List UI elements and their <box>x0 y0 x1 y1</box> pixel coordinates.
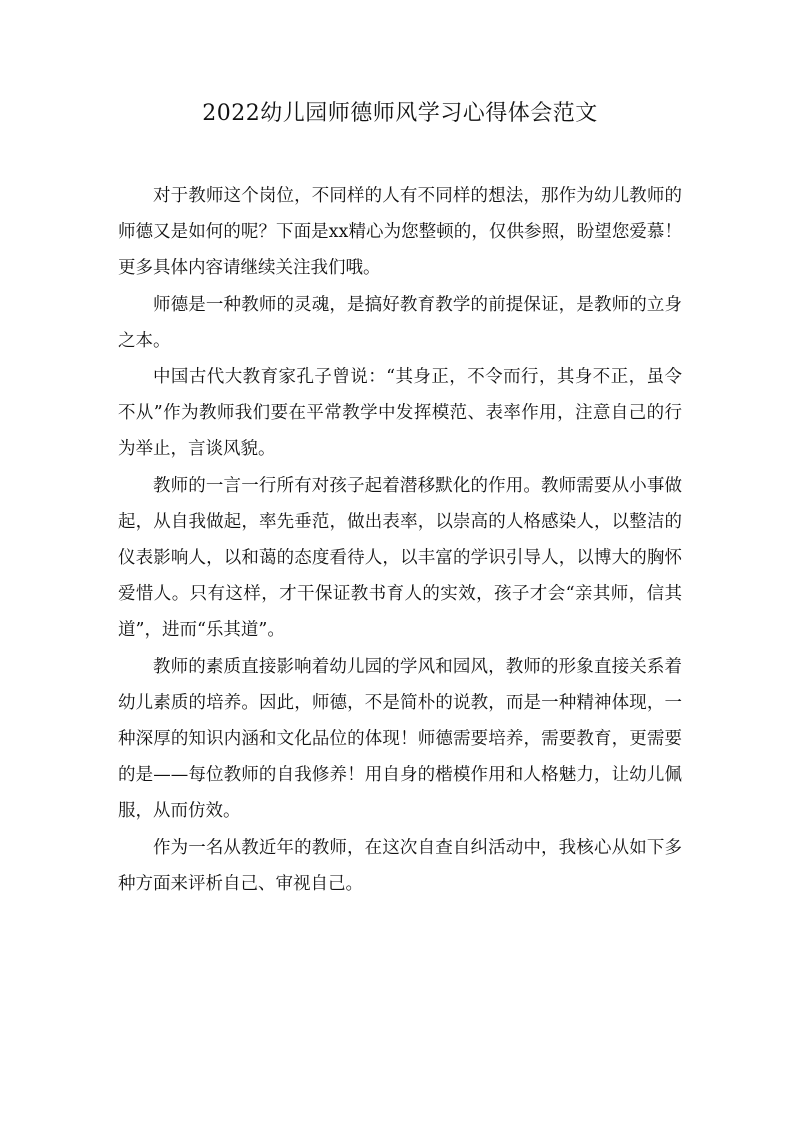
paragraph-6: 作为一名从教近年的教师，在这次自查自纠活动中，我核心从如下多种方面来评析自己、审视自己。 <box>118 837 682 894</box>
paragraph-4: 教师的一言一行所有对孩子起着潜移默化的作用。教师需要从小事做起，从自我做起，率先垂范，做出表率，以崇高的人格感染人，以整洁的仪表影响人，以和蔼的态度看待人，以丰富的学识引导人，以博大的胸怀爱惜人。只有这样，才干保证教书育人的实效，孩子才会“亲其师，信其道”，进而“乐其道”。 <box>118 475 682 641</box>
paragraph-2: 师德是一种教师的灵魂，是搞好教育教学的前提保证，是教师的立身之本。 <box>118 294 682 351</box>
paragraph-5: 教师的素质直接影响着幼儿园的学风和园风，教师的形象直接关系着幼儿素质的培养。因此，师德，不是简朴的说教，而是一种精神体现，一种深厚的知识内涵和文化品位的体现！师德需要培养，需要教育，更需要的是——每位教师的自我修养！用自身的楷模作用和人格魅力，让幼儿佩服，从而仿效。 <box>118 656 682 822</box>
paragraph-3: 中国古代大教育家孔子曾说：“其身正，不令而行，其身不正，虽令不从”作为教师我们要在平常教学中发挥模范、表率作用，注意自己的行为举止，言谈风貌。 <box>118 367 682 460</box>
document-title: 2022幼儿园师德师风学习心得体会范文 <box>202 101 598 126</box>
document-body <box>118 178 682 902</box>
paragraph-1: 对于教师这个岗位，不同样的人有不同样的想法，那作为幼儿教师的师德又是如何的呢？下面是xx精心为您整顿的，仅供参照，盼望您爱慕！更多具体内容请继续关注我们哦。 <box>118 186 682 279</box>
